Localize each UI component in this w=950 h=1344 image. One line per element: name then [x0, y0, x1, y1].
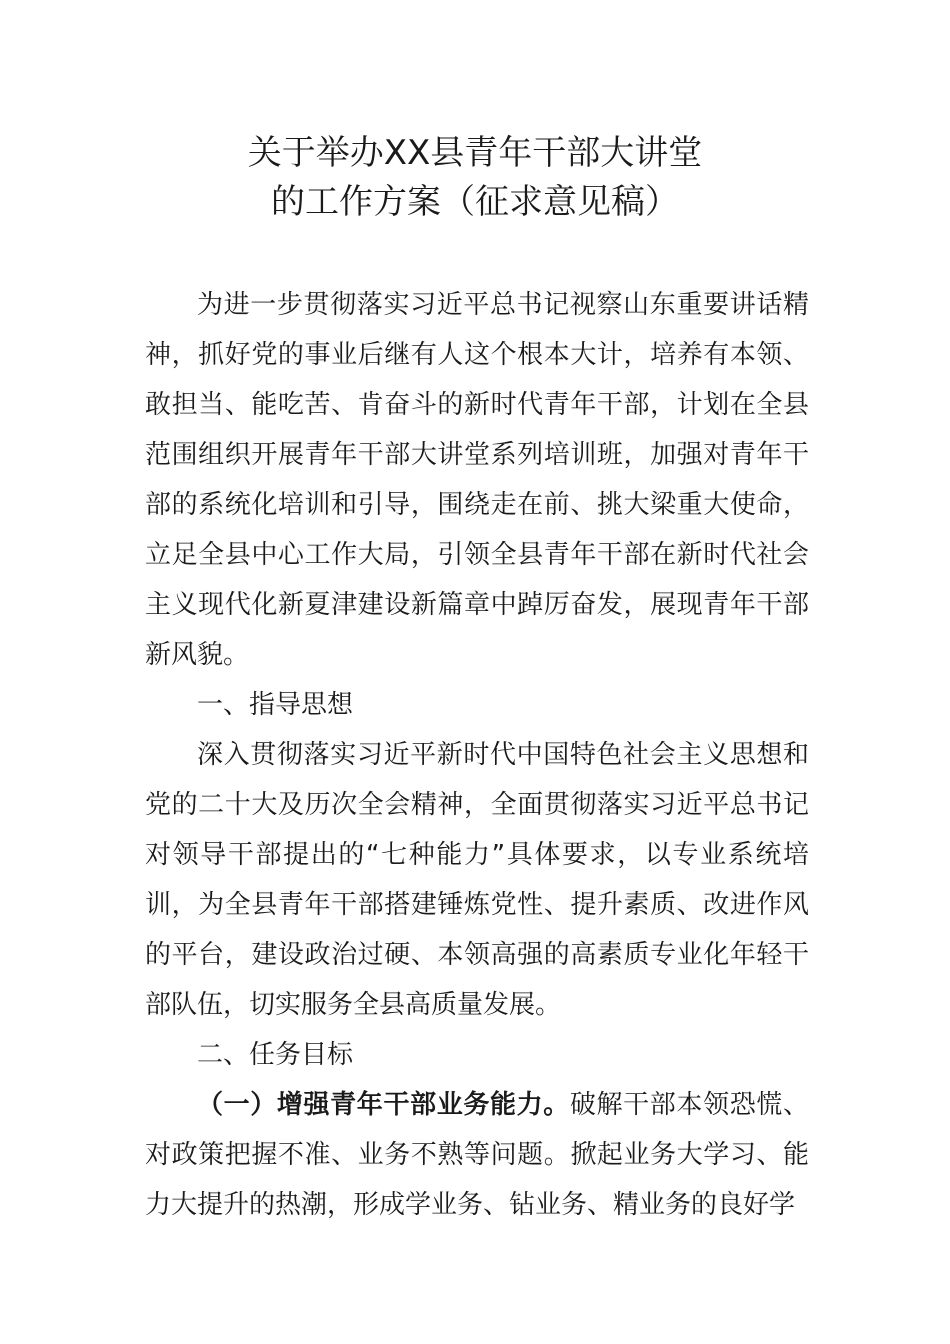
section-heading-task-goals: 二、任务目标	[197, 1040, 354, 1070]
document-title-line-2: 的工作方案（征求意见稿）	[271, 182, 679, 222]
intro-paragraph: 为进一步贯彻落实习近平总书记视察山东重要讲话精神，抓好党的事业后继有人这个根本大计，培养有本领、敢担当、能吃苦、肯奋斗的新时代青年干部，计划在全县范围组织开展青年干部大讲堂系列培训班，加强对青年干部的系统化培训和引导，围绕走在前、挑大梁重大使命，立足全县中心工作大局，引领全县青年干部在新时代社会主义现代化新夏津建设新篇章中踔厉奋发，展现青年干部新风貌。	[145, 290, 809, 670]
document-body	[145, 280, 809, 1230]
guiding-thought-paragraph: 深入贯彻落实习近平新时代中国特色社会主义思想和党的二十大及历次全会精神，全面贯彻落实习近平总书记对领导干部提出的“七种能力”具体要求，以专业系统培训，为全县青年干部搭建锤炼党性、提升素质、改进作风的平台，建设政治过硬、本领高强的高素质专业化年轻干部队伍，切实服务全县高质量发展。	[145, 740, 809, 1020]
document-title-line-1: 关于举办XX县青年干部大讲堂	[247, 133, 703, 173]
task-goal-item-1	[145, 1080, 809, 1230]
section-heading-guiding-thought: 一、指导思想	[197, 690, 354, 720]
task-goal-item-1-text: 破解干部本领恐慌、对政策把握不准、业务不熟等问题。掀起业务大学习、能力大提升的热潮，形成学业务、钻业务、精业务的良好学	[145, 1090, 809, 1220]
task-goal-item-1-lead: （一）增强青年干部业务能力。	[197, 1090, 570, 1120]
